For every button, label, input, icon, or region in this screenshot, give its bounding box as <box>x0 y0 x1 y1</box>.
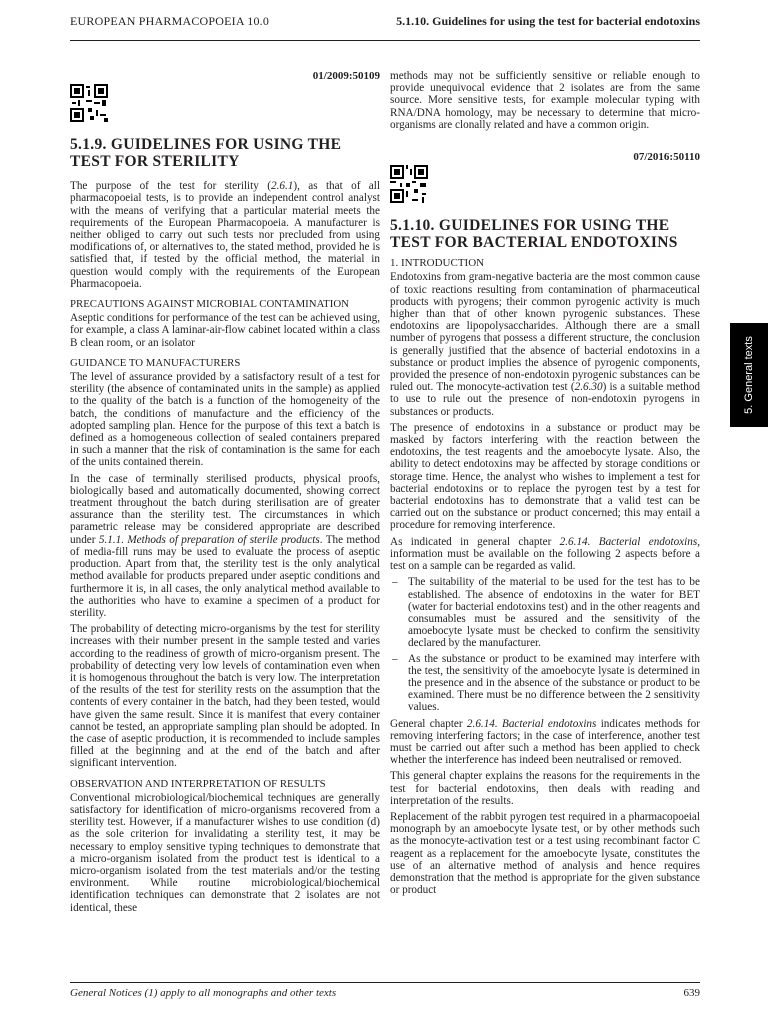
paragraph: Aseptic conditions for performance of the test can be achieved using, for example, a class A laminar-air-flow cabinet located within a class B clean room, or an isolator <box>70 312 380 349</box>
subheading-introduction: 1. INTRODUCTION <box>390 257 485 270</box>
left-column <box>70 70 380 918</box>
section-title-5-1-10: 5.1.10. GUIDELINES FOR USING THE TEST FOR BACTERIAL ENDOTOXINS <box>390 217 678 252</box>
paragraph: The probability of detecting micro-organisms by the test for sterility increases with their number present in the sample tested and varies according to the readiness of growth of micro-organism present. The probability of detecting very low levels of contamination even when it is homogenous throughout the batch is very low. The interpretation of the results of the test for sterility rests on the assumption that the contents of every container in the batch, had they been tested, would have given the same result. Since it is manifest that every container cannot be tested, an appropriate sampling plan should be adopted. In the case of aseptic production, it is recommended to include samples filled at the beginning and at the end of the batch and after significant intervention. <box>70 623 380 770</box>
qr-code-icon <box>70 84 108 122</box>
subheading-observation: OBSERVATION AND INTERPRETATION OF RESULTS <box>70 777 326 790</box>
side-tab-label: 5. General texts <box>743 336 755 414</box>
paragraph: This general chapter explains the reasons for the requirements in the test for bacterial endotoxins, then deals with reading and interpretation of the results. <box>390 770 700 807</box>
cross-reference: 2.6.14. Bacterial endotoxins <box>466 717 597 730</box>
list-item: – As the substance or product to be examined may interfere with the test, the sensitivity of the amoebocyte lysate is determined in the presence and in the absence of the substance or product to be examined. There must be no difference between the 2 sensitivity values. <box>390 653 700 714</box>
cross-reference: 5.1.1. Methods of preparation of sterile products <box>98 533 320 546</box>
cross-reference: 2.6.14. Bacterial endotoxins <box>559 535 698 548</box>
paragraph: Replacement of the rabbit pyrogen test required in a pharmacopoeial monograph by an amoebocyte lysate test, or by other methods such as the monocyte-activation test or a test using recombinant factor C reagent as a replacement for the amoebocyte lysate, constitutes the use of an alternative method of analysis and hence requires demonstration that the method is appropriate for the given substance or product <box>390 810 700 897</box>
subheading-precautions: PRECAUTIONS AGAINST MICROBIAL CONTAMINATION <box>70 298 349 311</box>
right-column <box>390 70 700 900</box>
section-thumb-tab <box>730 323 768 427</box>
paragraph: Conventional microbiological/biochemical techniques are generally satisfactory for identification of micro-organisms recovered from a sterility test. However, if a manufacturer wishes to use condition (d) as the sole criterion for invalidating a sterility test, it may be necessary to employ sensitive typing techniques to demonstrate that a micro-organism isolated from the product test is identical to a micro-organism isolated from the test materials and/or the testing environment. While routine microbiological/biochemical identification techniques can demonstrate that 2 isolates are not identical, these <box>70 791 380 914</box>
qr-code-icon <box>390 165 428 203</box>
cross-reference: 2.6.1 <box>270 180 294 193</box>
paragraph: In the case of terminally sterilised products, physical proofs, biologically based and automatically documented, showing correct treatment throughout the batch during sterilisation are of greater assurance than the sterility test. The circumstances in which parametric release may be considered appropriate are described under 5.1.1. Methods of preparation of sterile products. The method of media-fill runs may be used to evaluate the process of aseptic production. Apart from that, the sterility test is the only analytical method available for products prepared under aseptic conditions and furthermore it is, in all cases, the only analytical method available to the authorities who have to examine a specimen of a product for sterility. <box>70 472 380 619</box>
paragraph: The presence of endotoxins in a substance or product may be masked by factors interfering with the reaction between the endotoxins, the test reagents and the amoebocyte lysate. Also, the ability to detect endotoxins may be affected by storage conditions or storage time. Hence, the analyst who wishes to implement a test for bacterial endotoxins or to replace the pyrogen test by a test for bacterial endotoxins has to demonstrate that a valid test can be carried out on the substance or product concerned; this may entail a procedure for removing interference. <box>390 421 700 532</box>
subheading-guidance: GUIDANCE TO MANUFACTURERS <box>70 356 241 369</box>
page-number: 639 <box>683 987 700 999</box>
paragraph: The level of assurance provided by a satisfactory result of a test for sterility (the absence of contaminated units in the sample) as applied to the quality of the batch is a function of the homogeneity of the batch, the conditions of manufacture and the efficiency of the adopted sampling plan. Hence for the purpose of this text a batch is defined as a homogeneous collection of sealed containers prepared in such a manner that the risk of contamination is the same for each of the units contained therein. <box>70 371 380 469</box>
requirements-list <box>390 576 700 713</box>
doc-id-50109: 01/2009:50109 <box>312 70 380 82</box>
paragraph: As indicated in general chapter 2.6.14. Bacterial endotoxins, information must be available on the following 2 aspects before a test on a sample can be regarded as valid. <box>390 535 700 573</box>
paragraph: General chapter 2.6.14. Bacterial endotoxins indicates methods for removing interfering factors; in the case of interference, another test must be carried out after such a method has been applied to check whether the interference has indeed been neutralised or removed. <box>390 717 700 767</box>
paragraph: methods may not be sufficiently sensitive or reliable enough to provide unequivocal evidence that 2 isolates are from the same source. More sensitive tests, for example molecular typing with RNA/DNA homology, may be necessary to determine that micro-organisms are clonally related and have a common origin. <box>390 70 700 131</box>
cross-reference: 2.6.30 <box>574 381 603 394</box>
header-section-title: 5.1.10. Guidelines for using the test for bacterial endotoxins <box>396 14 700 28</box>
footer-note: General Notices (1) apply to all monographs and other texts <box>70 987 337 999</box>
running-footer <box>70 982 700 999</box>
list-item: – The suitability of the material to be used for the test has to be established. The absence of endotoxins in the water for BET (water for bacterial endotoxins test) and in the other reagents and consumables must be assured and the sensitivity of the amoebocyte lysate must be checked to confirm the sensitivity declared by the manufacturer. <box>390 576 700 649</box>
paragraph: The purpose of the test for sterility (2.6.1), as that of all pharmacopoeial tests, is to provide an independent control analyst with the means of verifying that a particular material meets the requirements of the European Pharmacopoeia. A manufacturer is neither obliged to carry out such tests nor precluded from using modifications of, or alternatives to, the stated method, provided he is satisfied that, if tested by the official method, the material in question would comply with the requirements of the European Pharmacopoeia. <box>70 180 380 290</box>
header-publication: EUROPEAN PHARMACOPOEIA 10.0 <box>70 14 270 28</box>
running-header <box>70 14 700 41</box>
doc-id-50110: 07/2016:50110 <box>633 151 700 164</box>
section-title-5-1-9: 5.1.9. GUIDELINES FOR USING THE TEST FOR STERILITY <box>70 136 342 171</box>
paragraph: Endotoxins from gram-negative bacteria are the most common cause of toxic reactions resulting from contamination of pharmaceutical products with pyrogens; their common pyrogenic activity is much higher than that of other known pyrogenic substances. These endotoxins are lipopolysaccharides. Although there are a small number of pyrogens that possess a different structure, the conclusion is generally justified that the absence of bacterial endotoxins in a substance or product implies the absence of pyrogenic components, provided the presence of non-endotoxin pyrogenic substances can be ruled out. The monocyte-activation test (2.6.30) is a suitable method to use to rule out the presence of non-endotoxin pyrogens in substances or products. <box>390 271 701 418</box>
